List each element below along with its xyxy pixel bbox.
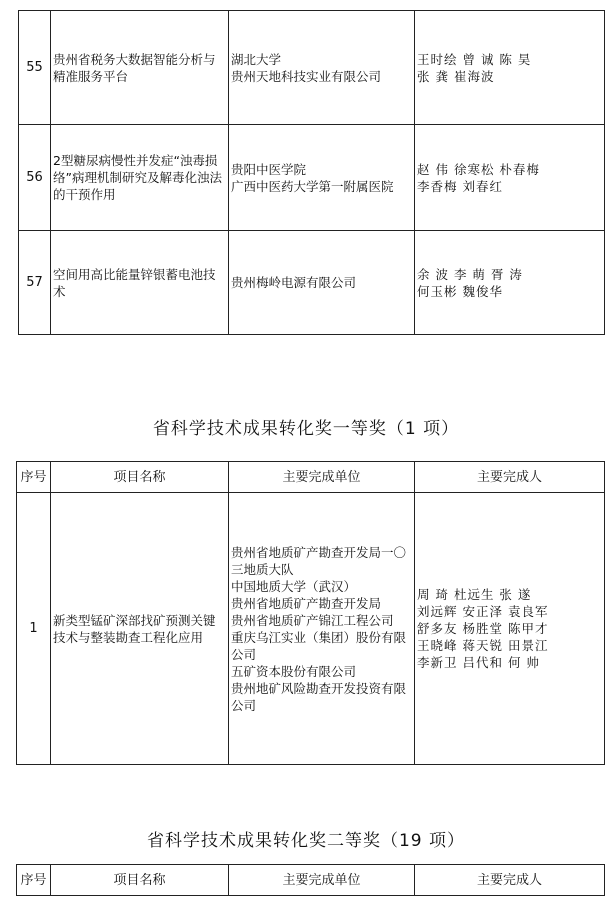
unit: 贵阳中医学院	[231, 161, 307, 177]
unit: 湖北大学	[231, 51, 282, 67]
row-number: 57	[19, 231, 51, 335]
header-units: 主要完成单位	[229, 462, 415, 493]
unit: 贵州省地质矿产锦江工程公司	[231, 612, 394, 628]
header-project-name: 项目名称	[51, 462, 229, 493]
unit: 贵州天地科技实业有限公司	[231, 68, 382, 84]
header-project-name: 项目名称	[51, 865, 229, 896]
people-line: 李新卫 吕代和 何 帅	[417, 655, 540, 670]
completing-units	[229, 231, 415, 335]
people-line: 刘远辉 安正泽 袁良军	[417, 604, 549, 619]
header-people: 主要完成人	[415, 865, 605, 896]
header-number: 序号	[17, 865, 51, 896]
completing-units	[229, 11, 415, 125]
header-units: 主要完成单位	[229, 865, 415, 896]
people-line: 李香梅 刘春红	[417, 178, 503, 194]
table-row	[19, 231, 605, 335]
people-line: 余 波 李 萌 胥 涛	[417, 266, 523, 282]
table-row	[17, 493, 605, 765]
people-line: 王时绘 曾 诚 陈 昊	[417, 51, 532, 67]
unit: 贵州省地质矿产勘查开发局	[231, 595, 382, 611]
completing-units	[229, 493, 415, 765]
unit: 中国地质大学（武汉）	[231, 578, 357, 594]
completing-people	[415, 231, 605, 335]
awards-table-continued	[18, 10, 605, 335]
second-prize-table	[16, 864, 605, 896]
table-row	[19, 125, 605, 231]
completing-people	[415, 11, 605, 125]
project-name: 新类型锰矿深部找矿预测关键技术与整装勘查工程化应用	[51, 493, 229, 765]
completing-people	[415, 493, 605, 765]
unit: 贵州地矿风险勘查开发投资有限公司	[231, 680, 407, 713]
people-line: 赵 伟 徐寒松 朴春梅	[417, 161, 540, 177]
header-row	[17, 462, 605, 493]
first-prize-table	[16, 461, 605, 765]
people-line: 舒多友 杨胜堂 陈甲才	[417, 621, 549, 636]
row-number: 55	[19, 11, 51, 125]
completing-units	[229, 125, 415, 231]
people-line: 王晓峰 蒋天锐 田景江	[417, 638, 549, 653]
completing-people	[415, 125, 605, 231]
unit: 重庆乌江实业（集团）股份有限公司	[231, 629, 407, 662]
unit: 贵州省地质矿产勘查开发局一〇三地质大队	[231, 544, 407, 577]
header-number: 序号	[17, 462, 51, 493]
unit: 广西中医药大学第一附属医院	[231, 178, 394, 194]
people-line: 张 龚 崔海波	[417, 68, 495, 84]
people-line: 何玉彬 魏俊华	[417, 283, 503, 299]
people-line: 周 琦 杜远生 张 遂	[417, 587, 532, 602]
header-row	[17, 865, 605, 896]
section-title-first-prize: 省科学技术成果转化奖一等奖（1 项）	[152, 419, 460, 439]
row-number: 1	[17, 493, 51, 765]
unit: 五矿资本股份有限公司	[231, 663, 357, 679]
section-title-second-prize: 省科学技术成果转化奖二等奖（19 项）	[146, 831, 466, 851]
unit: 贵州梅岭电源有限公司	[231, 275, 357, 290]
project-name: 空间用高比能量锌银蓄电池技术	[51, 231, 229, 335]
project-name: 2型糖尿病慢性并发症“浊毒损络”病理机制研究及解毒化浊法的干预作用	[51, 125, 229, 231]
table-row	[19, 11, 605, 125]
project-name: 贵州省税务大数据智能分析与精准服务平台	[51, 11, 229, 125]
row-number: 56	[19, 125, 51, 231]
header-people: 主要完成人	[415, 462, 605, 493]
